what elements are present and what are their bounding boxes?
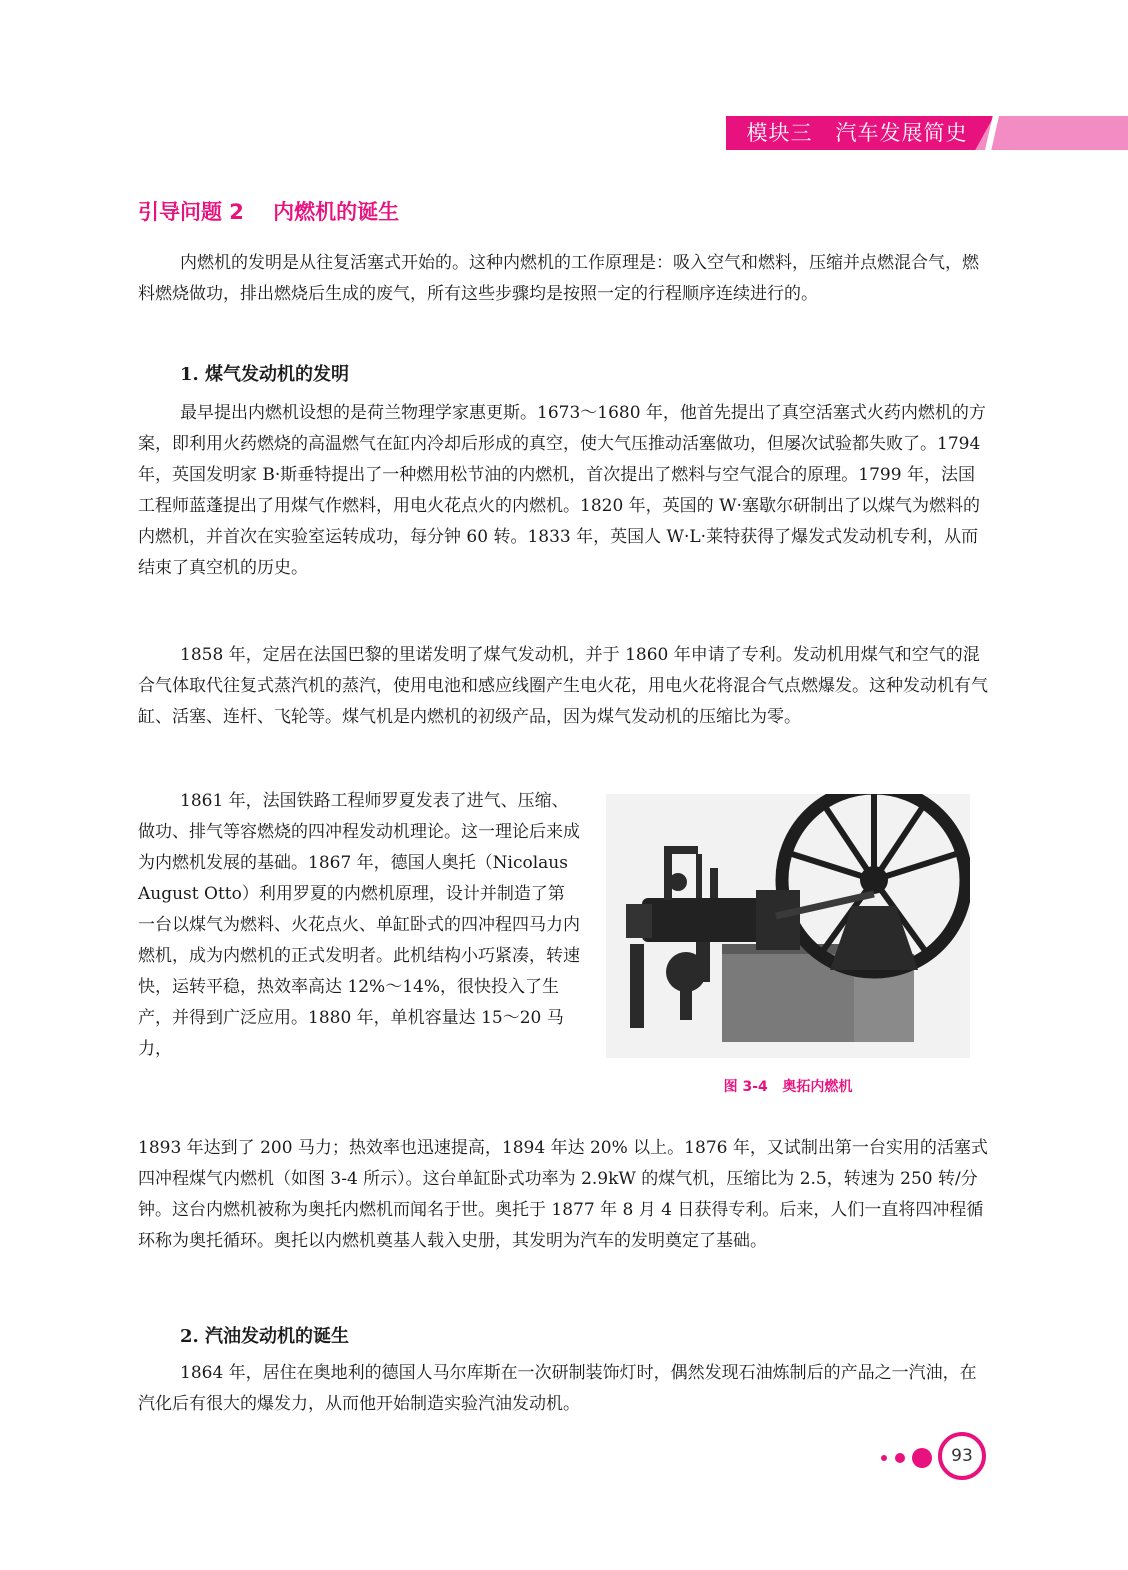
subsection-heading-gasoline-engine: 2. 汽油发动机的诞生 [180,1326,350,1347]
module-title: 模块三 汽车发展简史 [746,121,968,145]
section-heading: 引导问题 2 内燃机的诞生 [138,200,400,224]
paragraph-lenoir: 1858 年，定居在法国巴黎的里诺发明了煤气发动机，并于 1860 年申请了专利。发动机用煤气和空气的混合气体取代往复式蒸汽机的蒸汽，使用电池和感应线圈产生电火花，用电火花将混合气点燃爆发。这种发动机有气缸、活塞、连杆、飞轮等。煤气机是内燃机的初级产品，因为煤气发动机的压缩比为零。 [138,645,988,727]
subsection-heading-gas-engine: 1. 煤气发动机的发明 [180,364,350,385]
otto-engine-illustration [606,794,970,1058]
paragraph-otto-wrapped: 1861 年，法国铁路工程师罗夏发表了进气、压缩、做功、排气等容燃烧的四冲程发动机理论。这一理论后来成为内燃机发展的基础。1867 年，德国人奥托（Nicolaus August Otto）利用罗夏的内燃机原理，设计并制造了第一台以煤气为燃料、火花点火、单缸卧式的四冲程四马力内燃机，成为内燃机的正式发明者。此机结构小巧紧凑，转速快，运转平稳，热效率高达 12%～14%，很快投入了生产，并得到广泛应用。1880 年，单机容量达 15～20 马力， [138,791,580,1059]
intro-paragraph: 内燃机的发明是从往复活塞式开始的。这种内燃机的工作原理是：吸入空气和燃料，压缩并点燃混合气，燃料燃烧做功，排出燃烧后生成的废气，所有这些步骤均是按照一定的行程顺序连续进行的。 [138,253,979,304]
paragraph-otto-continued: 1893 年达到了 200 马力；热效率也迅速提高，1894 年达 20% 以上。1876 年，又试制出第一台实用的活塞式四冲程煤气内燃机（如图 3-4 所示）。这台单缸卧式功率为 2.9kW 的煤气机，压缩比为 2.5，转速为 250 转/分钟。这台内燃机被称为奥托内燃机而闻名于世。奥托于 1877 年 8 月 4 日获得专利。后来，人们一直将四冲程循环称为奥托循环。奥托以内燃机奠基人载入史册，其发明为汽车的发明奠定了基础。 [138,1138,988,1251]
paragraph-marcus: 1864 年，居住在奥地利的德国人马尔库斯在一次研制装饰灯时，偶然发现石油炼制后的产品之一汽油，在汽化后有很大的爆发力，从而他开始制造实验汽油发动机。 [138,1363,977,1414]
paragraph-huygens: 最早提出内燃机设想的是荷兰物理学家惠更斯。1673～1680 年，他首先提出了真空活塞式火药内燃机的方案，即利用火药燃烧的高温燃气在缸内冷却后形成的真空，使大气压推动活塞做功，但屡次试验都失败了。1794 年，英国发明家 B·斯垂特提出了一种燃用松节油的内燃机，首次提出了燃料与空气混合的原理。1799 年，法国工程师蓝蓬提出了用煤气作燃料，用电火花点火的内燃机。1820 年，英国的 W·塞歇尔研制出了以煤气为燃料的内燃机，并首次在实验室运转成功，每分钟 60 转。1833 年，英国人 W·L·莱特获得了爆发式发动机专利，从而结束了真空机的历史。 [138,403,986,578]
page-number: 93 [938,1432,986,1480]
page-number-dots [878,1446,938,1470]
figure-caption: 图 3-4 奥拓内燃机 [723,1079,853,1095]
otto-engine-photo [606,794,970,1058]
